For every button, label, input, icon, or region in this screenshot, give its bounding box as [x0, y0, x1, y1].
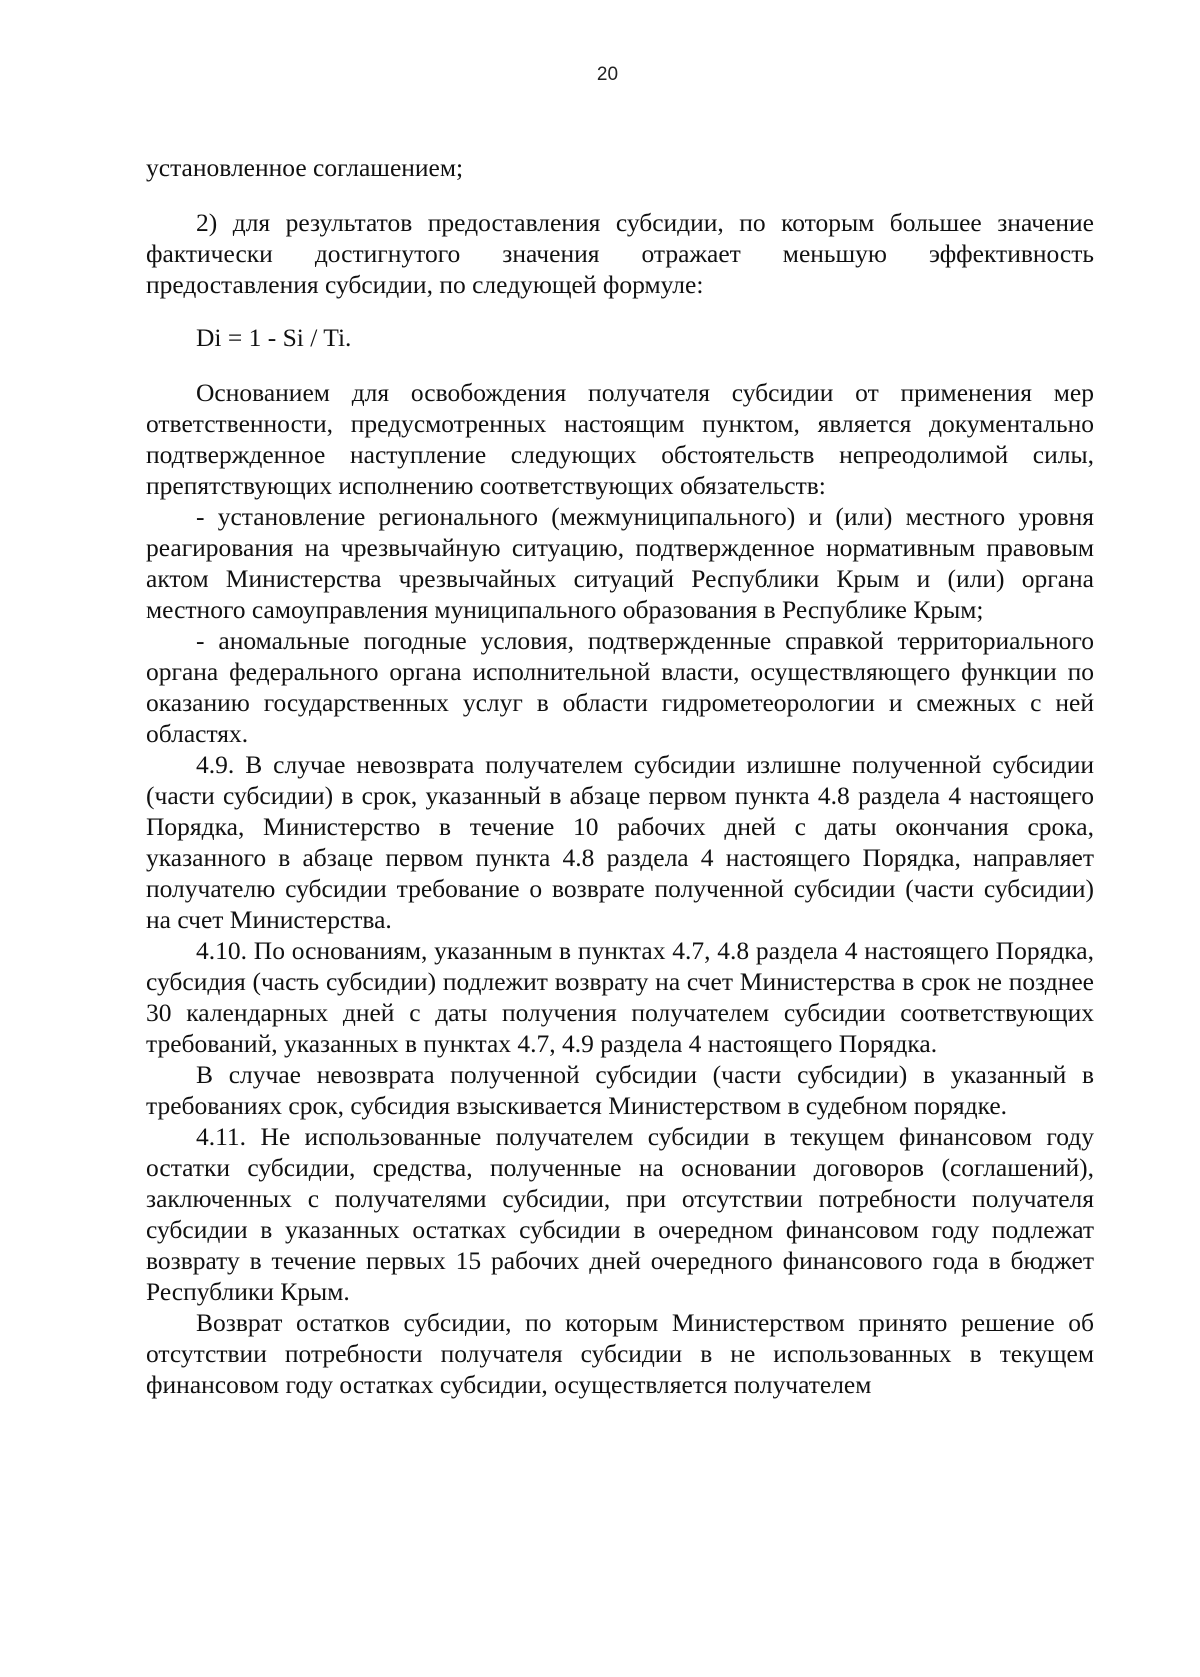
paragraph-item-2: 2) для результатов предоставления субсидии, по которым большее значение фактически достигнутого значения отражает меньшую эффективность предоставления субсидии, по следующей формуле:: [146, 208, 1094, 299]
paragraph-force-majeure: Основанием для освобождения получателя субсидии от применения мер ответственности, предусмотренных настоящим пунктом, является документально подтвержденное наступление следующих обстоятельств непреодолимой силы, препятствующих исполнению соответствующих обязательств:: [146, 378, 1094, 500]
list-item-weather: - аномальные погодные условия, подтвержденные справкой территориального органа федерального органа исполнительной власти, осуществляющего функции по оказанию государственных услуг в области гидрометеорологии и смежных с ней областях.: [146, 626, 1094, 748]
page-number: 20: [596, 64, 619, 85]
paragraph-4-11: 4.11. Не использованные получателем субсидии в текущем финансовом году остатки субсидии, средства, полученные на основании договоров (соглашений), заключенных с получателями субсидии, при отсутствии потребности получателя субсидии в указанных остатках субсидии в очередном финансовом году подлежат возврату в течение первых 15 рабочих дней очередного финансового года в бюджет Республики Крым.: [146, 1122, 1094, 1306]
paragraph-return-remainders: Возврат остатков субсидии, по которым Министерством принято решение об отсутствии потребности получателя субсидии в не использованных в текущем финансовом году остатках субсидии, осуществляется получателем: [146, 1308, 1094, 1399]
paragraph-4-10: 4.10. По основаниям, указанным в пунктах 4.7, 4.8 раздела 4 настоящего Порядка, субсидия (часть субсидии) подлежит возврату на счет Министерства в срок не позднее 30 календарных дней с даты получения получателем субсидии соответствующих требований, указанных в пунктах 4.7, 4.9 раздела 4 настоящего Порядка.: [146, 936, 1094, 1058]
paragraph-continuation: установленное соглашением;: [146, 153, 464, 182]
paragraph-court-recovery: В случае невозврата полученной субсидии (части субсидии) в указанный в требованиях срок, субсидия взыскивается Министерством в судебном порядке.: [146, 1060, 1094, 1120]
formula: Di = 1 - Si / Ti.: [196, 323, 352, 352]
paragraph-4-9: 4.9. В случае невозврата получателем субсидии излишне полученной субсидии (части субсидии) в срок, указанный в абзаце первом пункта 4.8 раздела 4 настоящего Порядка, Министерство в течение 10 рабочих дней с даты окончания срока, указанного в абзаце первом пункта 4.8 раздела 4 настоящего Порядка, направляет получателю субсидии требование о возврате полученной субсидии (части субсидии) на счет Министерства.: [146, 750, 1094, 934]
list-item-emergency: - установление регионального (межмуниципального) и (или) местного уровня реагирования на чрезвычайную ситуацию, подтвержденное нормативным правовым актом Министерства чрезвычайных ситуаций Республики Крым и (или) органа местного самоуправления муниципального образования в Республике Крым;: [146, 502, 1094, 624]
document-body: [146, 152, 1094, 1400]
